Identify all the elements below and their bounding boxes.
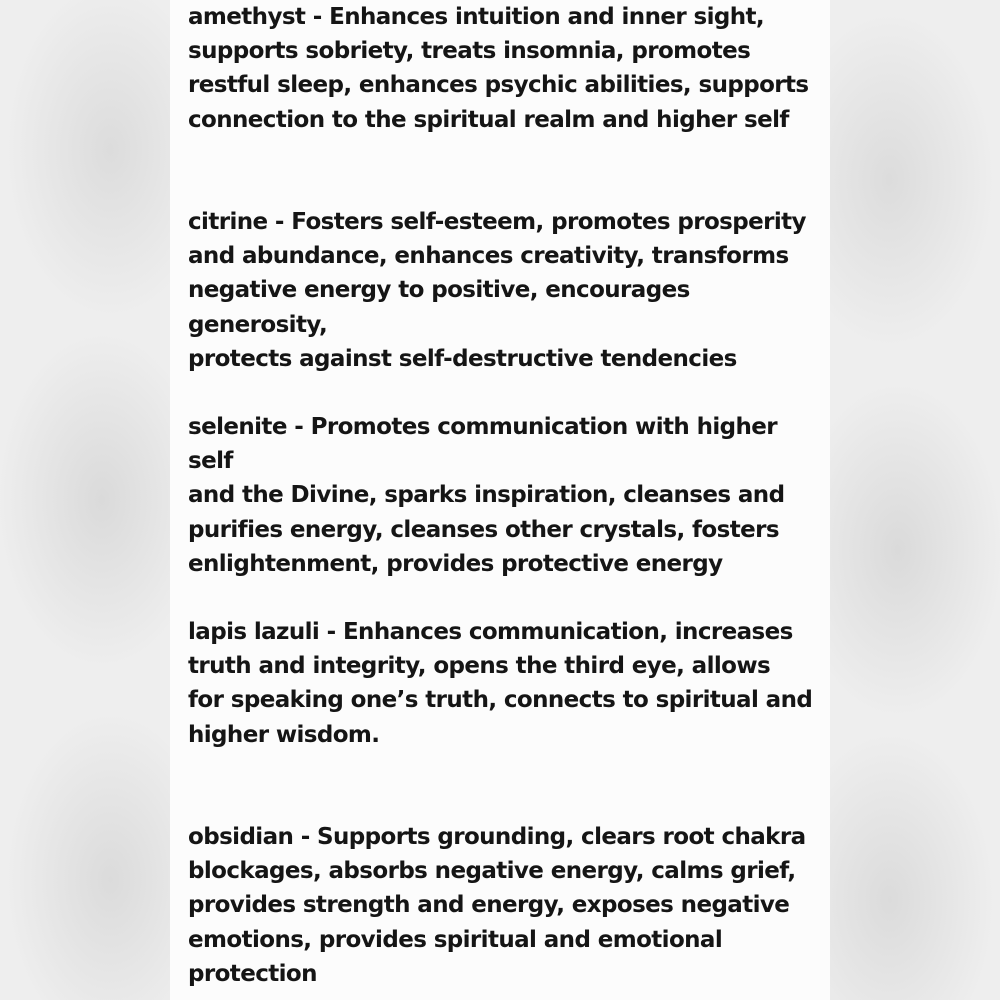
- crystal-entry-obsidian: obsidian - Supports grounding, clears root chakra blockages, absorbs negative energy, calms grief, provides strength and energy, exposes negative emotions, provides spiritual and emotional protection: [188, 824, 806, 987]
- crystal-entry-lapis-lazuli: lapis lazuli - Enhances communication, increases truth and integrity, opens the third eye, allows for speaking one’s truth, connects to spiritual and higher wisdom.: [188, 619, 813, 748]
- crystal-entry-amethyst: amethyst - Enhances intuition and inner sight, supports sobriety, treats insomnia, promotes restful sleep, enhances psychic abilities, supports connection to the spiritual realm and higher self: [188, 4, 809, 133]
- crystal-entry-selenite: selenite - Promotes communication with higher self and the Divine, sparks inspiration, cleanses and purifies energy, cleanses other crystals, fosters enlightenment, provides protective energy: [188, 414, 785, 577]
- document-page: [170, 0, 830, 1000]
- background-blur-left: [0, 0, 170, 1000]
- crystal-entry-citrine: citrine - Fosters self-esteem, promotes prosperity and abundance, enhances creativity, transforms negative energy to positive, encourages generosity, protects against self-destructive tendencies: [188, 209, 806, 372]
- background-blur-right: [830, 0, 1000, 1000]
